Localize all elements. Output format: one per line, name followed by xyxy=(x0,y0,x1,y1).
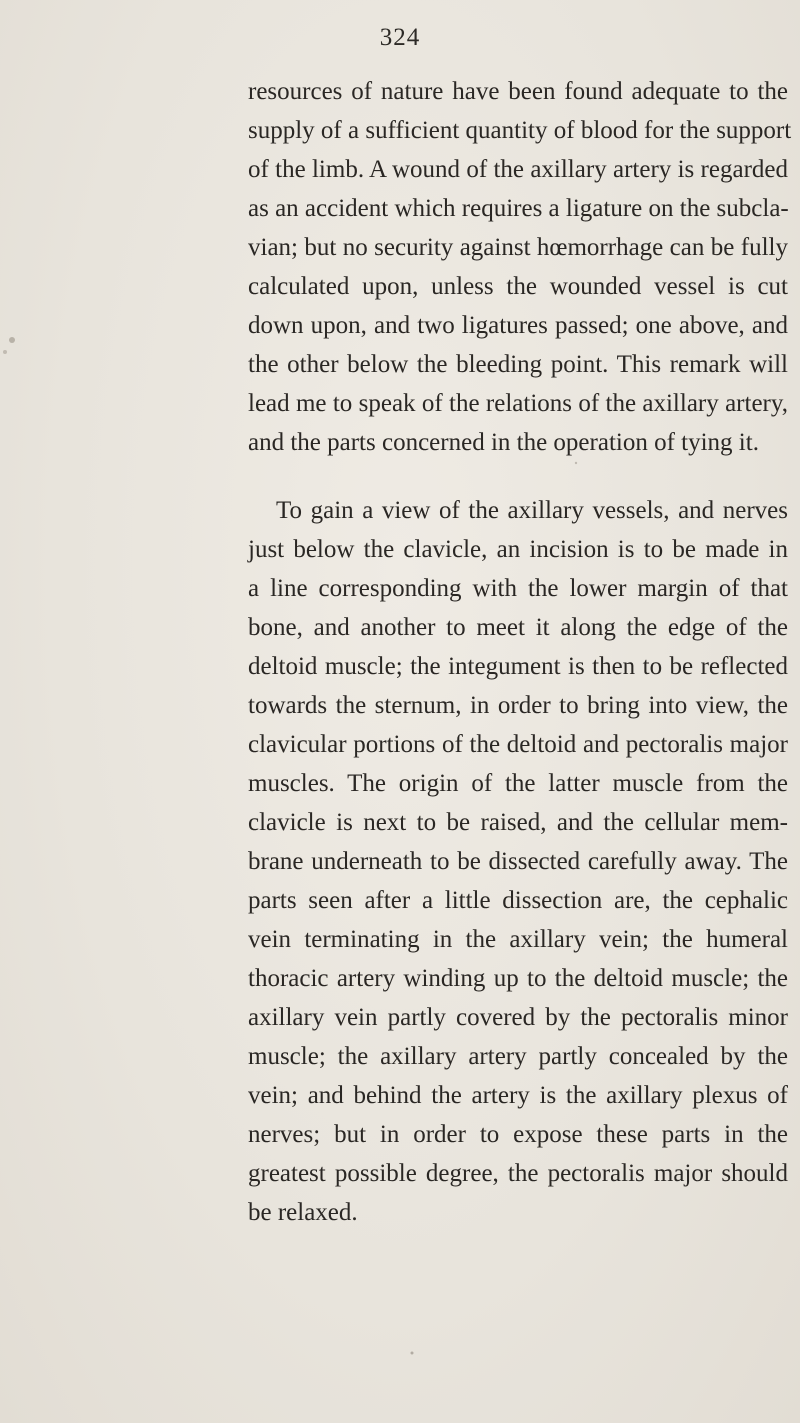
text-line: deltoid muscle; the integument is then to be reflected xyxy=(248,653,788,680)
paragraph-2 xyxy=(248,491,788,1232)
text-line: muscles. The origin of the latter muscle from the xyxy=(248,770,788,797)
text-line: just below the clavicle, an incision is to be made in xyxy=(248,536,788,563)
text-line: and the parts concerned in the operation of tying it. xyxy=(248,429,759,456)
text-line: towards the sternum, in order to bring into view, the xyxy=(248,692,788,719)
text-line: clavicular portions of the deltoid and pectoralis major xyxy=(248,731,788,758)
text-line: the other below the bleeding point. This remark will xyxy=(248,351,788,378)
text-line: muscle; the axillary artery partly concealed by the xyxy=(248,1043,788,1070)
text-line: bone, and another to meet it along the edge of the xyxy=(248,614,788,641)
page-number: 324 xyxy=(379,24,421,51)
text-line: be relaxed. xyxy=(248,1199,358,1226)
text-line: vian; but no security against hœmorrhage can be fully xyxy=(248,234,788,261)
paper-speck xyxy=(3,350,7,354)
paragraph-1 xyxy=(248,72,792,462)
text-line: supply of a sufficient quantity of blood for the support xyxy=(248,117,792,144)
text-line: axillary vein partly covered by the pectoralis minor xyxy=(248,1004,788,1031)
text-line: a line corresponding with the lower margin of that xyxy=(248,575,788,602)
text-line: parts seen after a little dissection are, the cephalic xyxy=(248,887,788,914)
paper-speck xyxy=(575,462,577,464)
paper-speck xyxy=(9,337,15,343)
text-line: as an accident which requires a ligature on the subcla- xyxy=(248,195,789,222)
text-line: clavicle is next to be raised, and the cellular mem- xyxy=(248,809,788,836)
text-line: vein; and behind the artery is the axillary plexus of xyxy=(248,1082,788,1109)
text-line: vein terminating in the axillary vein; the humeral xyxy=(248,926,788,953)
text-line: lead me to speak of the relations of the axillary artery, xyxy=(248,390,788,417)
text-line: down upon, and two ligatures passed; one above, and xyxy=(248,312,788,339)
paper-speck xyxy=(411,1352,414,1355)
text-line: To gain a view of the axillary vessels, and nerves xyxy=(276,497,788,524)
text-line: of the limb. A wound of the axillary artery is regarded xyxy=(248,156,788,183)
text-line: greatest possible degree, the pectoralis major should xyxy=(248,1160,788,1187)
text-line: calculated upon, unless the wounded vessel is cut xyxy=(248,273,788,300)
text-line: resources of nature have been found adequate to the xyxy=(248,78,788,105)
text-line: thoracic artery winding up to the deltoid muscle; the xyxy=(248,965,788,992)
text-line: brane underneath to be dissected carefully away. The xyxy=(248,848,788,875)
text-line: nerves; but in order to expose these parts in the xyxy=(248,1121,788,1148)
